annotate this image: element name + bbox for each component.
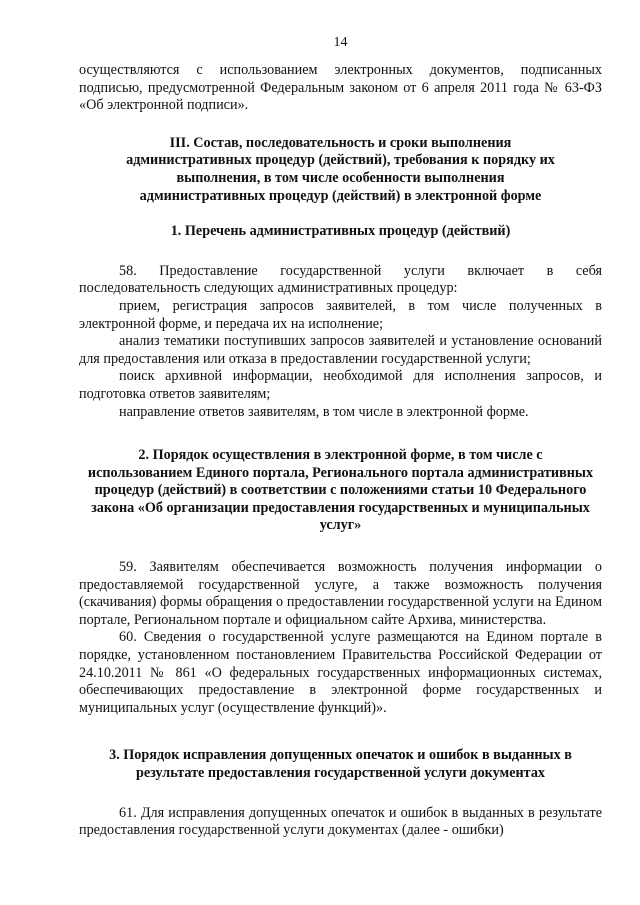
paragraph-58: 58. Предоставление государственной услуги включает в себя последовательность следующих административных процедур:: [79, 262, 602, 297]
subsection-3-title: 3. Порядок исправления допущенных опечаток и ошибок в выданных в результате предоставления государственной услуги документах: [109, 747, 572, 781]
paragraph-61: 61. Для исправления допущенных опечаток и ошибок в выданных в результате предоставления государственной услуги документах (далее - ошибки): [79, 804, 602, 839]
procedure-item-analysis: анализ тематики поступивших запросов заявителей и установление оснований для предоставления или отказа в предоставлении государственной услуги;: [79, 333, 602, 367]
page-number: 14: [333, 35, 348, 50]
paragraph-60: 60. Сведения о государственной услуге размещаются на Едином портале в порядке, установленном постановлением Правительства Российской Федерации от 24.10.2011 № 861 «О федеральных государственных информационных системах, обеспечивающих предоставление в электронной форме государственных и муниципальных услуг (осуществление функций)».: [79, 629, 602, 716]
procedure-item-response: направление ответов заявителям, в том числе в электронной форме.: [119, 403, 529, 420]
intro-paragraph: осуществляются с использованием электронных документов, подписанных подписью, предусмотренной Федеральным законом от 6 апреля 2011 года № 63-ФЗ «Об электронной подписи».: [79, 62, 602, 114]
subsection-1-title: 1. Перечень административных процедур (действий): [170, 223, 511, 240]
section-3-title: III. Состав, последовательность и сроки выполнения административных процедур (действий), требования к порядку их выполнения, в том числе особенности выполнения административных процедур (действий) в электронной форме: [126, 134, 555, 204]
paragraph-59: 59. Заявителям обеспечивается возможность получения информации о предоставляемой государственной услуге, а также возможность получения (скачивания) формы обращения о предоставлении государственной услуги на Едином портале, Региональном портале и официальном сайте Архива, министерства.: [79, 559, 602, 628]
subsection-2-title: 2. Порядок осуществления в электронной форме, в том числе с использованием Единого портала, Регионального портала административных процедур (действий) в соответствии с положениями статьи 10 Федерального закона «Об организации предоставления государственных и муниципальных услуг»: [87, 447, 594, 534]
procedure-item-reception: прием, регистрация запросов заявителей, в том числе полученных в электронной форме, и передача их на исполнение;: [79, 297, 602, 332]
procedure-item-search: поиск архивной информации, необходимой для исполнения запросов, и подготовка ответов заявителям;: [79, 368, 602, 402]
